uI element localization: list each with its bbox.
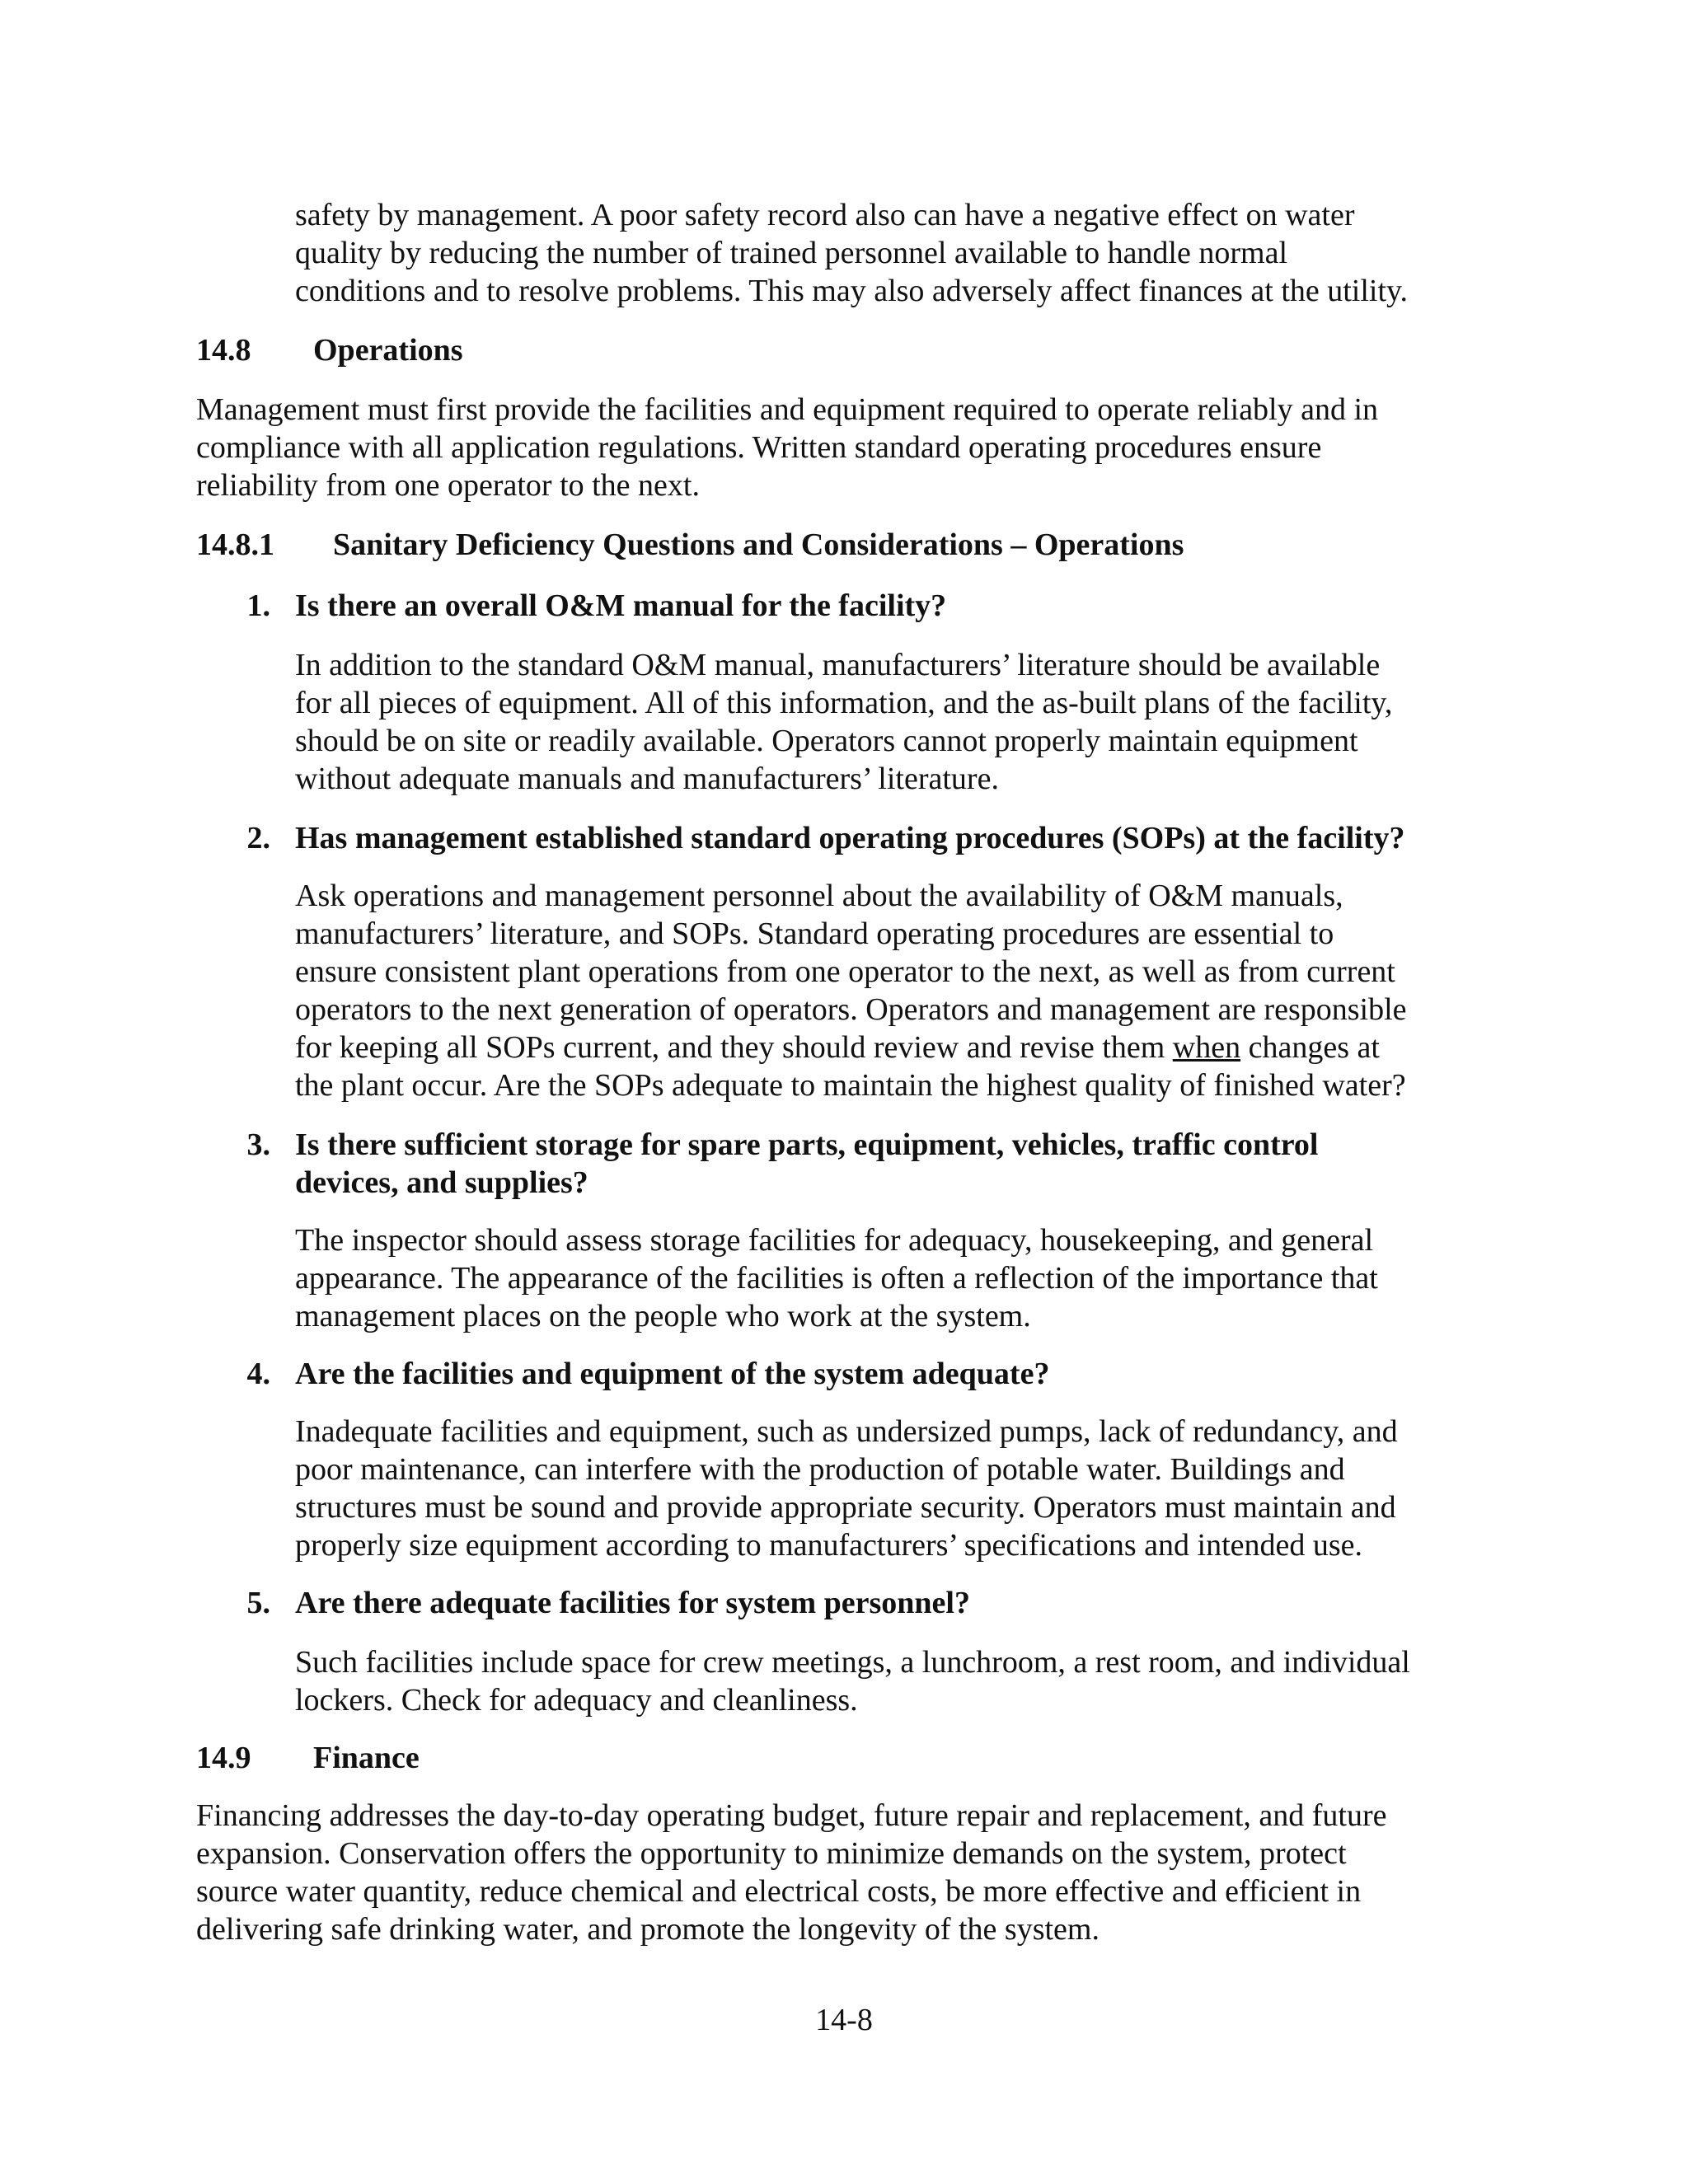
- finance-paragraph: [196, 1797, 1387, 1948]
- text-segment: changes at: [1240, 1030, 1380, 1065]
- text-line: reliability from one operator to the next.: [196, 468, 700, 503]
- section-heading-14-8: [196, 331, 856, 369]
- text-line: Inadequate facilities and equipment, such as undersized pumps, lack of redundancy, and: [295, 1414, 1398, 1449]
- text-line: Financing addresses the day-to-day operating budget, future repair and replacement, and future: [196, 1798, 1387, 1833]
- text-line: expansion. Conservation offers the opportunity to minimize demands on the system, protect: [196, 1836, 1347, 1871]
- text-line: delivering safe drinking water, and promote the longevity of the system.: [196, 1912, 1100, 1947]
- text-line: source water quantity, reduce chemical and electrical costs, be more effective and efficient in: [196, 1874, 1362, 1909]
- text-line: The inspector should assess storage facilities for adequacy, housekeeping, and general: [295, 1223, 1374, 1258]
- text-line: Such facilities include space for crew meetings, a lunchroom, a rest room, and individual: [295, 1645, 1410, 1680]
- text-line: ensure consistent plant operations from one operator to the next, as well as from current: [295, 954, 1395, 989]
- question-number: 2.: [246, 821, 270, 855]
- text-line: poor maintenance, can interfere with the production of potable water. Buildings and: [295, 1452, 1345, 1487]
- page-number: 14-8: [815, 2003, 873, 2037]
- operations-paragraph: [196, 391, 1378, 504]
- underlined-word: when: [1172, 1030, 1241, 1065]
- text-line: Management must first provide the facilities and equipment required to operate reliably and in: [196, 392, 1379, 427]
- text-line: properly size equipment according to manufacturers’ specifications and intended use.: [295, 1528, 1363, 1563]
- answer-5: [295, 1643, 1410, 1719]
- text-line: In addition to the standard O&M manual, manufacturers’ literature should be available: [295, 648, 1381, 682]
- section-number: 14.9: [196, 1741, 251, 1775]
- answer-2: [295, 877, 1407, 1104]
- section-number: 14.8.1: [196, 527, 274, 562]
- section-title: Operations: [313, 333, 463, 368]
- question-number: 3.: [246, 1127, 270, 1162]
- text-line: compliance with all application regulations. Written standard operating procedures ensure: [196, 430, 1322, 465]
- question-2: [295, 819, 1405, 857]
- text-line: management places on the people who work at the system.: [295, 1299, 1031, 1333]
- question-text: Has management established standard operating procedures (SOPs) at the facility?: [295, 821, 1405, 855]
- text-line: should be on site or readily available. Operators cannot properly maintain equipment: [295, 724, 1358, 758]
- text-line: appearance. The appearance of the facilities is often a reflection of the importance that: [295, 1261, 1378, 1296]
- answer-4: [295, 1413, 1398, 1564]
- question-1: [295, 587, 946, 625]
- question-text: Are the facilities and equipment of the system adequate?: [295, 1357, 1050, 1391]
- answer-1: [295, 646, 1392, 798]
- text-line: conditions and to resolve problems. This may also adversely affect finances at the utility.: [295, 274, 1409, 308]
- question-text: Is there an overall O&M manual for the facility?: [295, 588, 947, 623]
- text-line: for all pieces of equipment. All of this information, and the as-built plans of the facility,: [295, 686, 1393, 720]
- answer-3: [295, 1221, 1378, 1335]
- text-segment: for keeping all SOPs current, and they should review and revise them: [295, 1030, 1173, 1065]
- section-heading-14-9: [196, 1739, 856, 1777]
- question-number: 1.: [246, 588, 270, 623]
- text-line: the plant occur. Are the SOPs adequate to maintain the highest quality of finished water?: [295, 1068, 1406, 1103]
- question-number: 4.: [246, 1357, 270, 1391]
- question-5: [295, 1584, 970, 1622]
- text-line: operators to the next generation of operators. Operators and management are responsible: [295, 992, 1407, 1027]
- text-line: manufacturers’ literature, and SOPs. Standard operating procedures are essential to: [295, 916, 1334, 951]
- text-line: quality by reducing the number of trained personnel available to handle normal: [295, 236, 1287, 270]
- text-line: [295, 1029, 1407, 1066]
- text-line: structures must be sound and provide appropriate security. Operators must maintain and: [295, 1490, 1396, 1525]
- question-4: [295, 1355, 1049, 1393]
- question-text: Are there adequate facilities for system personnel?: [295, 1586, 970, 1620]
- text-line: safety by management. A poor safety record also can have a negative effect on water: [295, 198, 1355, 232]
- section-heading-14-8-1: [196, 526, 1350, 564]
- section-number: 14.8: [196, 333, 251, 368]
- text-line: lockers. Check for adequacy and cleanliness.: [295, 1683, 858, 1718]
- text-line: Ask operations and management personnel about the availability of O&M manuals,: [295, 879, 1343, 913]
- question-number: 5.: [246, 1586, 270, 1620]
- question-3: [295, 1126, 1318, 1202]
- question-text: devices, and supplies?: [295, 1165, 588, 1200]
- intro-paragraph: [295, 196, 1408, 310]
- text-line: without adequate manuals and manufacturers’ literature.: [295, 762, 999, 796]
- question-text: Is there sufficient storage for spare parts, equipment, vehicles, traffic control: [295, 1127, 1319, 1162]
- section-title: Finance: [313, 1741, 420, 1775]
- section-title: Sanitary Deficiency Questions and Considerations – Operations: [333, 527, 1184, 562]
